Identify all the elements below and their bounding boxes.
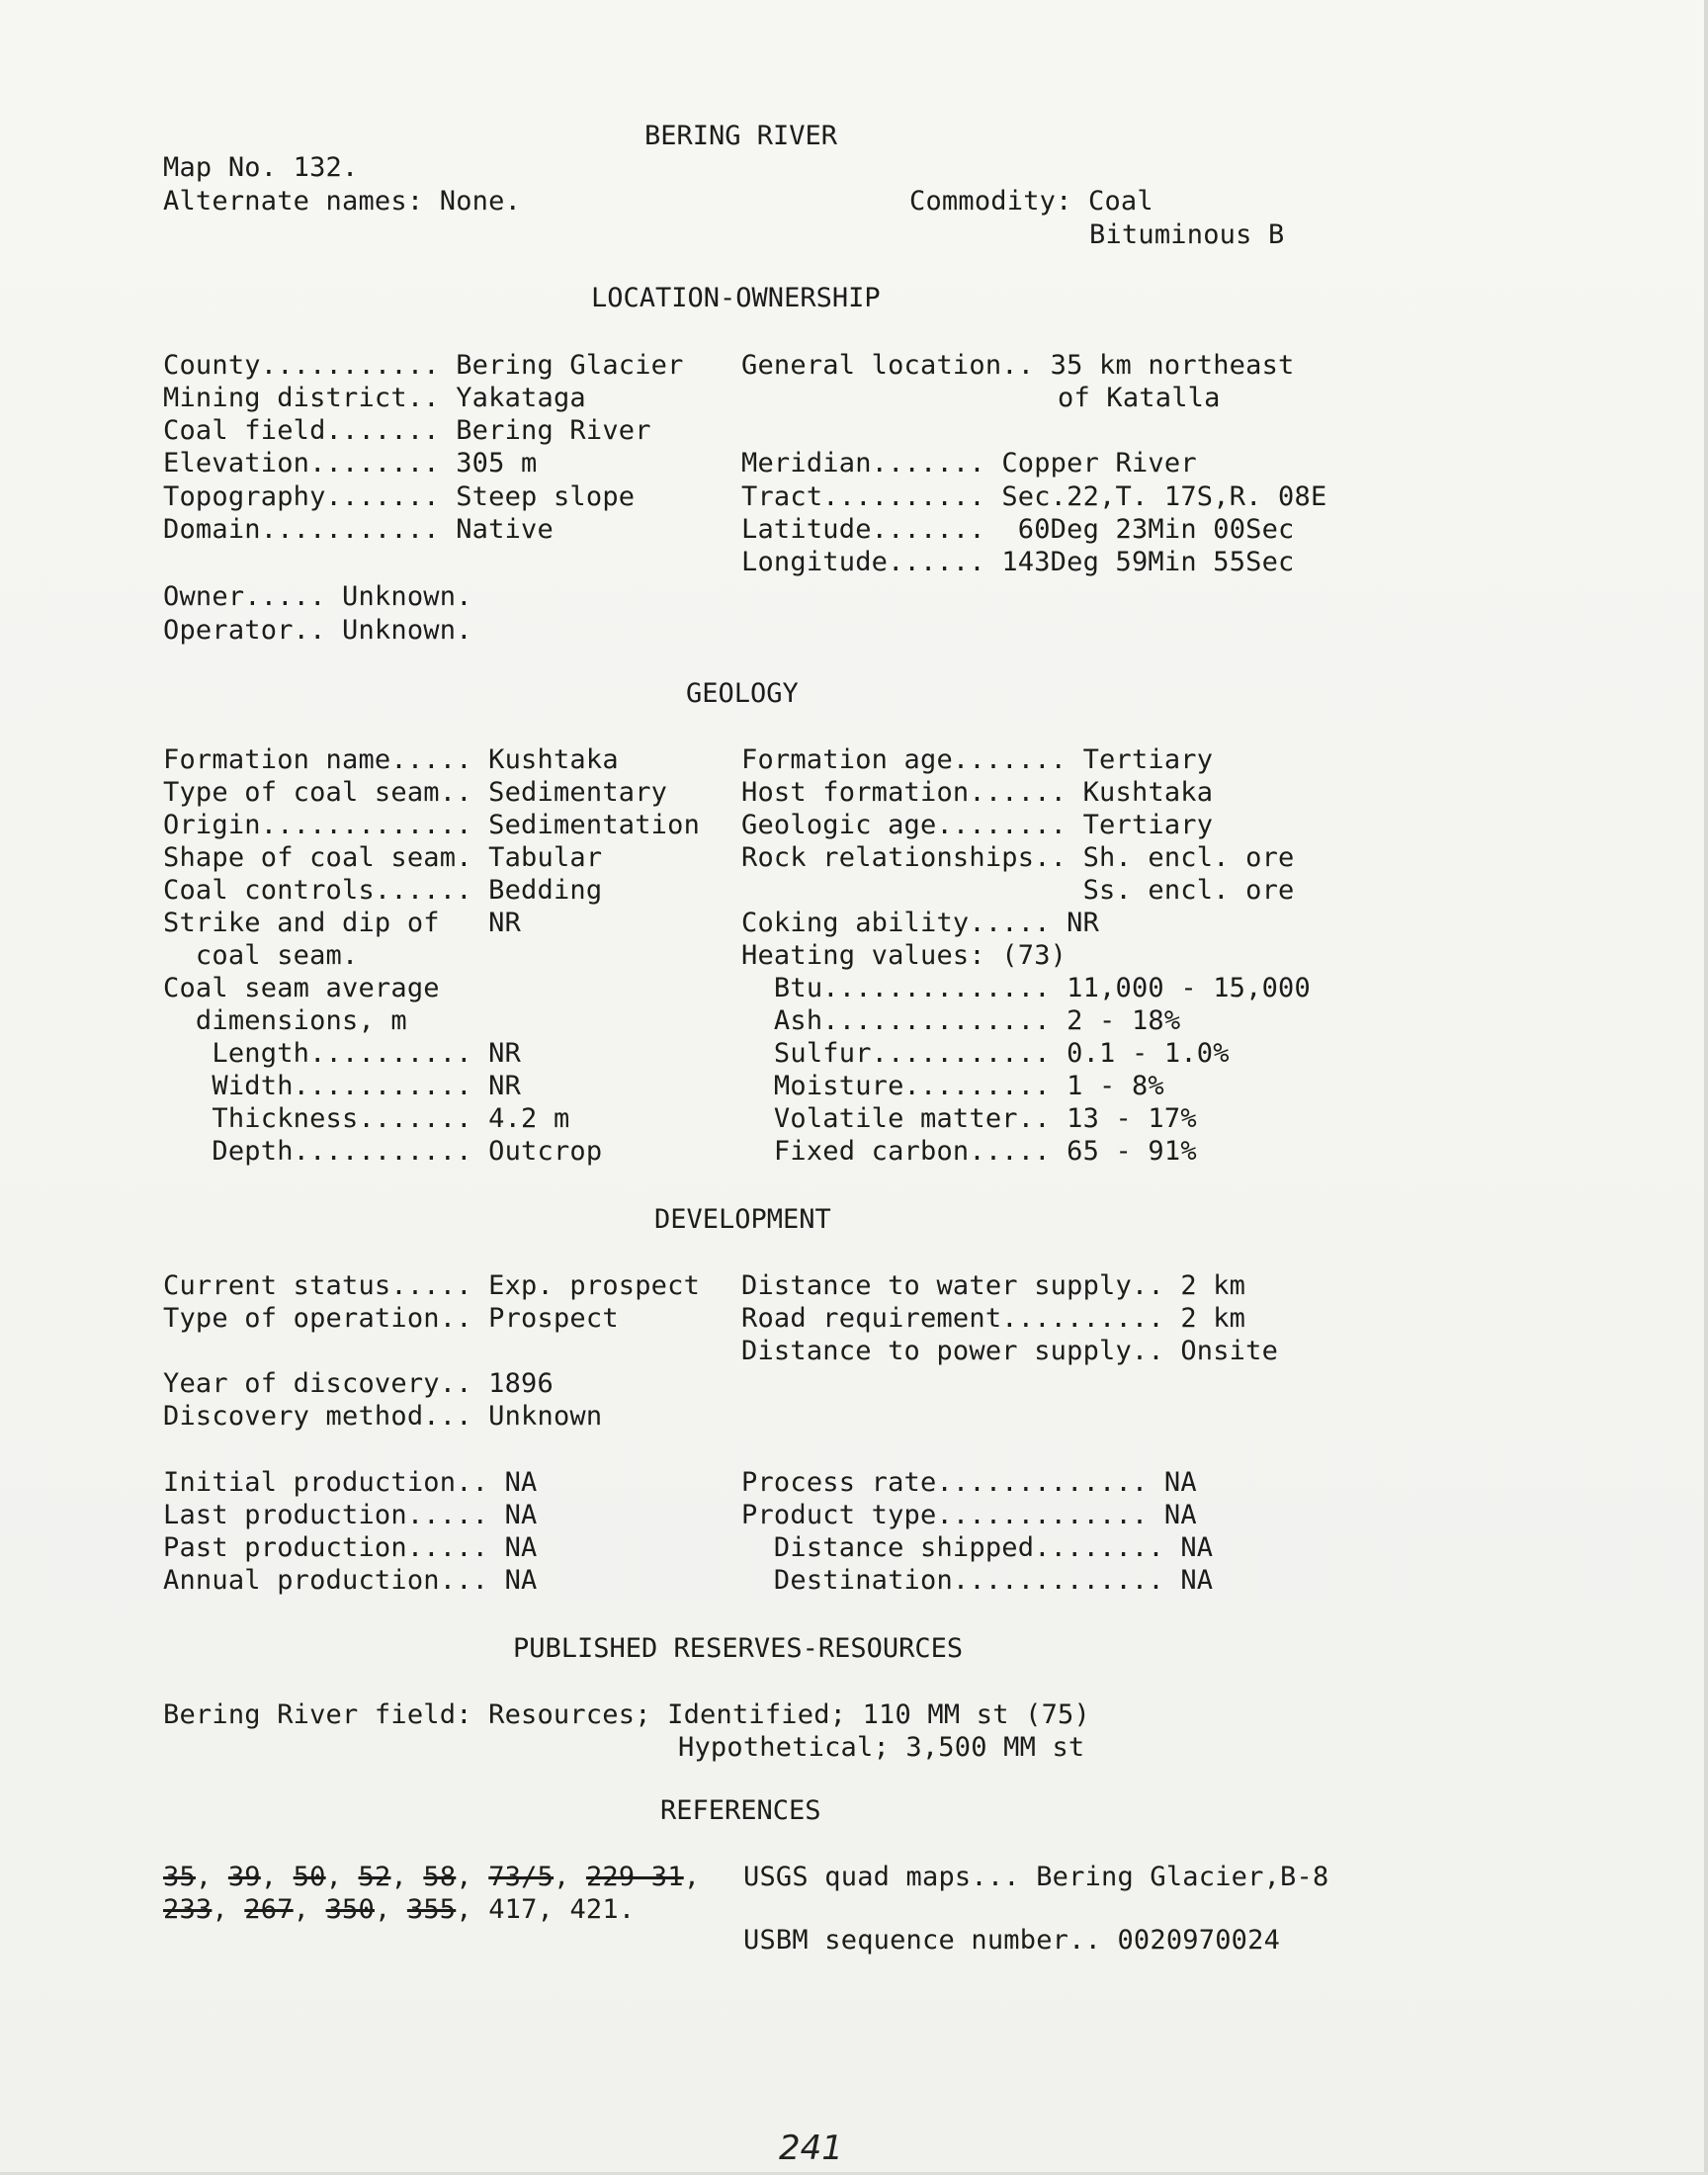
geo-row: Strike and dip of NR — [163, 908, 522, 938]
loc-row: Mining district.. Yakataga — [163, 383, 586, 413]
prod-row: Last production..... NA — [163, 1500, 538, 1530]
heating-row: Fixed carbon..... 65 - 91% — [741, 1136, 1197, 1167]
dev-row: Discovery method... Unknown — [163, 1401, 603, 1432]
heating-label: Heating values: (73) — [741, 940, 1068, 971]
geo-right-row: Host formation...... Kushtaka — [741, 777, 1214, 808]
reserves-line-2: Hypothetical; 3,500 MM st — [678, 1732, 1085, 1763]
reserves-heading: PUBLISHED RESERVES-RESOURCES — [513, 1633, 964, 1664]
reserves-line-1: Bering River field: Resources; Identified; 110 MM st (75) — [163, 1699, 1090, 1730]
prod-row: Past production..... NA — [163, 1532, 538, 1563]
references-line-1: 35, 39, 50, 52, 58, 73/5, 229-31, — [163, 1862, 701, 1892]
geo-row: Formation name..... Kushtaka — [163, 744, 619, 775]
heating-row: Sulfur........... 0.1 - 1.0% — [741, 1038, 1230, 1069]
page-number: 241 — [779, 2129, 843, 2168]
geo-right-row: Formation age....... Tertiary — [741, 744, 1214, 775]
geo-row: Coal seam average — [163, 973, 440, 1003]
geo-row: coal seam. — [163, 940, 359, 971]
geo-right-row: Rock relationships.. Sh. encl. ore — [741, 842, 1295, 873]
loc-right-row: Latitude....... 60Deg 23Min 00Sec — [741, 514, 1295, 545]
loc-right-row: Longitude...... 143Deg 59Min 55Sec — [741, 547, 1295, 577]
dev-row: Type of operation.. Prospect — [163, 1303, 619, 1334]
ref-struck: 73/5 — [488, 1862, 555, 1892]
ref-struck: 50 — [293, 1862, 326, 1892]
prod-row: Annual production... NA — [163, 1565, 538, 1596]
prod-row: Initial production.. NA — [163, 1467, 538, 1498]
ref-struck: 35 — [163, 1862, 196, 1892]
loc-row: Topography....... Steep slope — [163, 481, 636, 512]
commodity-sub: Bituminous B — [1089, 219, 1285, 250]
ref-struck: 39 — [227, 1862, 261, 1892]
operator: Operator.. Unknown. — [163, 615, 472, 646]
ref-tail: 417, 421. — [488, 1894, 636, 1925]
loc-row: County........... Bering Glacier — [163, 350, 684, 381]
heating-row: Ash.............. 2 - 18% — [741, 1005, 1181, 1036]
geo-dim-row: Width........... NR — [163, 1071, 522, 1101]
geo-row: Type of coal seam.. Sedimentary — [163, 777, 668, 808]
geo-right-row: Geologic age........ Tertiary — [741, 810, 1214, 840]
prod-right-row: Product type............. NA — [741, 1500, 1197, 1530]
ref-struck: 350 — [325, 1894, 375, 1925]
usgs-quad-maps: USGS quad maps... Bering Glacier,B-8 — [743, 1862, 1329, 1892]
dev-right-row: Road requirement.......... 2 km — [741, 1303, 1246, 1334]
geo-row: Origin............. Sedimentation — [163, 810, 701, 840]
general-location: General location.. 35 km northeast — [741, 350, 1295, 381]
heating-row: Btu.............. 11,000 - 15,000 — [741, 973, 1311, 1003]
geo-dim-row: Depth........... Outcrop — [163, 1136, 603, 1167]
ref-struck: 229-31 — [585, 1862, 684, 1892]
document-title: BERING RIVER — [644, 121, 838, 151]
geo-dim-row: Thickness....... 4.2 m — [163, 1103, 570, 1134]
geo-right-row: Ss. encl. ore — [1082, 875, 1295, 906]
development-heading: DEVELOPMENT — [654, 1204, 831, 1235]
location-heading: LOCATION-OWNERSHIP — [591, 283, 881, 313]
general-location-cont: of Katalla — [1058, 383, 1221, 413]
scan-edge-right — [1704, 0, 1708, 2175]
loc-row: Coal field....... Bering River — [163, 415, 651, 446]
ref-struck: 233 — [163, 1894, 213, 1925]
dev-right-row: Distance to water supply.. 2 km — [741, 1270, 1246, 1301]
prod-right-row: Distance shipped........ NA — [741, 1532, 1214, 1563]
commodity: Commodity: Coal — [909, 186, 1153, 217]
owner: Owner..... Unknown. — [163, 581, 472, 612]
geo-row: dimensions, m — [163, 1005, 407, 1036]
references-line-2: 233, 267, 350, 355, 417, 421. — [163, 1894, 636, 1925]
heating-row: Moisture......... 1 - 8% — [741, 1071, 1164, 1101]
prod-right-row: Process rate............. NA — [741, 1467, 1197, 1498]
geo-row: Coal controls...... Bedding — [163, 875, 603, 906]
geo-row: Shape of coal seam. Tabular — [163, 842, 603, 873]
loc-right-row: Tract.......... Sec.22,T. 17S,R. 08E — [741, 481, 1327, 512]
loc-right-row: Meridian....... Copper River — [741, 448, 1197, 478]
map-number: Map No. 132. — [163, 152, 359, 183]
dev-row: Current status..... Exp. prospect — [163, 1270, 701, 1301]
ref-struck: 52 — [358, 1862, 391, 1892]
ref-struck: 58 — [423, 1862, 457, 1892]
references-heading: REFERENCES — [660, 1795, 821, 1826]
geo-dim-row: Length.......... NR — [163, 1038, 522, 1069]
geology-heading: GEOLOGY — [686, 678, 799, 709]
heating-row: Volatile matter.. 13 - 17% — [741, 1103, 1197, 1134]
geo-right-row: Coking ability..... NR — [741, 908, 1100, 938]
dev-right-row: Distance to power supply.. Onsite — [741, 1336, 1279, 1366]
loc-row: Domain........... Native — [163, 514, 554, 545]
ref-struck: 267 — [244, 1894, 294, 1925]
usbm-sequence: USBM sequence number.. 0020970024 — [743, 1925, 1281, 1956]
loc-row: Elevation........ 305 m — [163, 448, 538, 478]
alternate-names: Alternate names: None. — [163, 186, 522, 217]
prod-right-row: Destination............. NA — [741, 1565, 1214, 1596]
dev-row: Year of discovery.. 1896 — [163, 1368, 554, 1399]
ref-struck: 355 — [406, 1894, 457, 1925]
